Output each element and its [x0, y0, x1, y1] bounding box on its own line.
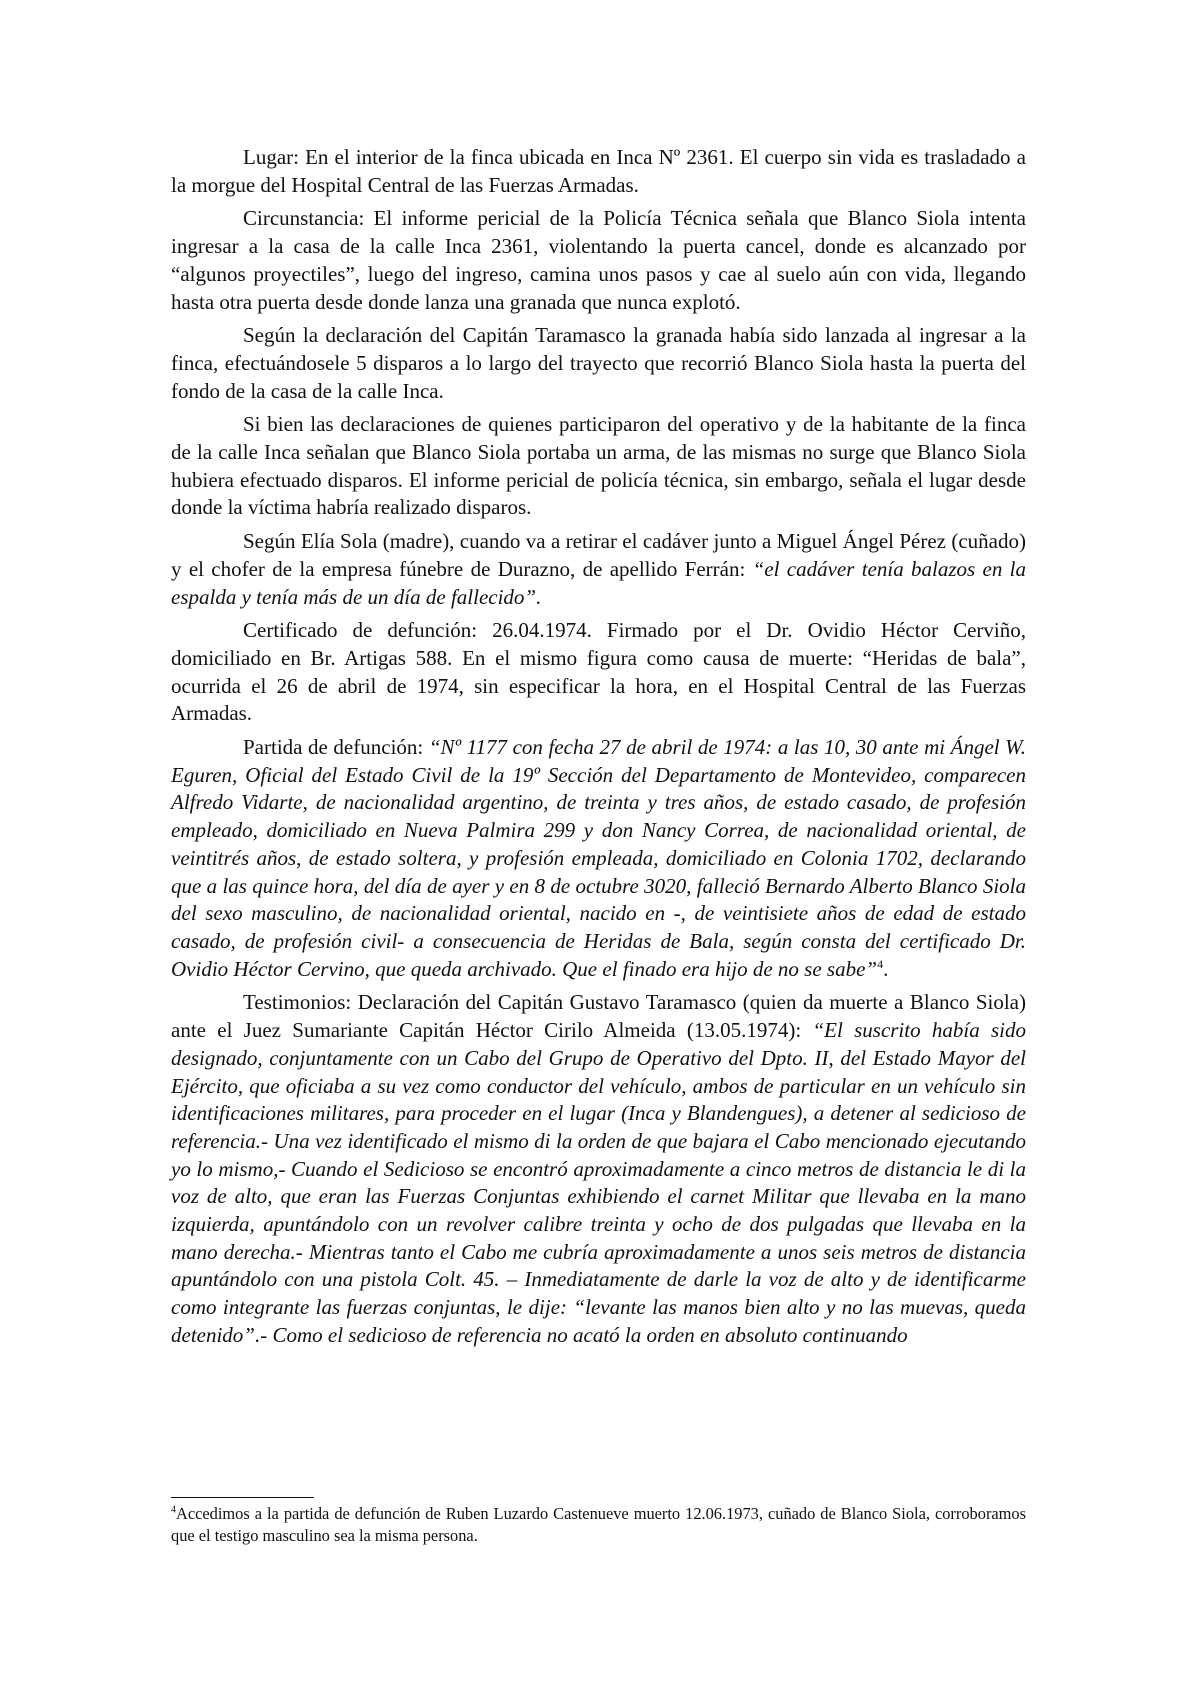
paragraph-text: Según Elía Sola (madre), cuando va a retirar el cadáver junto a Miguel Ángel Pérez (cuñado) y el chofer de la empresa fúnebre de Durazno, de apellido Ferrán:: [171, 529, 1026, 581]
footnote-text: Accedimos a la partida de defunción de Ruben Luzardo Castenueve muerto 12.06.1973, cuñado de Blanco Siola, corroboramos que el testigo masculino sea la misma persona.: [171, 1504, 1026, 1545]
quoted-text: “el cadáver tenía balazos en la espalda y tenía más de un día de fallecido”.: [171, 556, 1026, 609]
quoted-text: “El suscrito había sido designado, conjuntamente con un Cabo del Grupo de Operativo del Dpto. II, del Estado Mayor del Ejército, que oficiaba a su vez como conductor del vehículo, ambos de particular en un vehículo sin identificaciones militares, para proceder en el lugar (Inca y Blandengues), a detener al sedicioso de referencia.- Una vez identificado el mismo di la orden de que bajara el Cabo mencionado ejecutando yo lo mismo,- Cuando el Sedicioso se encontró aproximadamente a cinco metros de distancia le di la voz de alto, que eran las Fuerzas Conjuntas exhibiendo el carnet Militar que llevaba en la mano izquierda, apuntándolo con un revolver calibre treinta y ocho de dos pulgadas que llevaba en la mano derecha.- Mientras tanto el Cabo me cubría aproximadamente a unos seis metros de distancia apuntándolo con una pistola Colt. 45. – Inmediatamente de darle la voz de alto y de identificarme como integrante las fuerzas conjuntas, le dije: “levante las manos bien alto y no las muevas, queda detenido”.- Como el sedicioso de referencia no acató la orden en absoluto continuando: [171, 1018, 1026, 1347]
paragraph-certificado: [171, 617, 1026, 728]
document-body: [171, 144, 1026, 1356]
paragraph-taramasco: [171, 322, 1026, 405]
footnote-divider: [171, 1497, 314, 1498]
footnote: [171, 1503, 1026, 1546]
paragraph-partida: [171, 734, 1026, 983]
paragraph-testimonios: [171, 989, 1026, 1349]
paragraph-text: Lugar: En el interior de la finca ubicada en Inca Nº 2361. El cuerpo sin vida es trasladado a la morgue del Hospital Central de las Fuerzas Armadas.: [171, 145, 1026, 197]
paragraph-declaraciones: [171, 411, 1026, 522]
paragraph-madre: [171, 528, 1026, 611]
quoted-text: “Nº 1177 con fecha 27 de abril de 1974: a las 10, 30 ante mi Ángel W. Eguren, Oficial del Estado Civil de la 19º Sección del Departamento de Montevideo, comparecen Alfredo Vidarte, de nacionalidad argentino, de treinta y tres años, de estado casado, de profesión empleado, domiciliado en Nueva Palmira 299 y don Nancy Correa, de nacionalidad oriental, de veintitrés años, de estado soltera, y profesión empleada, domiciliado en Colonia 1702, declarando que a las quince hora, del día de ayer y en 8 de octubre 3020, falleció Bernardo Alberto Blanco Siola del sexo masculino, de nacionalidad oriental, nacido en -, de veintisiete años de edad de estado casado, de profesión civil- a consecuencia de Heridas de Bala, según consta del certificado Dr. Ovidio Héctor Cervino, que queda archivado. Que el finado era hijo de no se sabe”: [171, 735, 1027, 981]
paragraph-text: Según la declaración del Capitán Taramasco la granada había sido lanzada al ingresar a la finca, efectuándosele 5 disparos a lo largo del trayecto que recorrió Blanco Siola hasta la puerta del fondo de la casa de la calle Inca.: [171, 323, 1026, 403]
paragraph-circunstancia: [171, 205, 1026, 316]
paragraph-text: Testimonios: Declaración del Capitán Gustavo Taramasco (quien da muerte a Blanco Siola) ante el Juez Sumariante Capitán Héctor Cirilo Almeida (13.05.1974):: [171, 990, 1026, 1043]
paragraph-text: .: [883, 956, 889, 981]
paragraph-lugar: [171, 144, 1026, 199]
footnote-reference[interactable]: 4: [877, 956, 884, 971]
paragraph-text: Circunstancia: El informe pericial de la Policía Técnica señala que Blanco Siola intenta ingresar a la casa de la calle Inca 2361, violentando la puerta cancel, donde es alcanzado por “algunos proyectiles”, luego del ingreso, camina unos pasos y cae al suelo aún con vida, llegando hasta otra puerta desde donde lanza una granada que nunca explotó.: [171, 206, 1026, 314]
paragraph-text: Certificado de defunción: 26.04.1974. Firmado por el Dr. Ovidio Héctor Cerviño, domiciliado en Br. Artigas 588. En el mismo figura como causa de muerte: “Heridas de bala”, ocurrida el 26 de abril de 1974, sin especificar la hora, en el Hospital Central de las Fuerzas Armadas.: [171, 618, 1026, 726]
paragraph-text: Partida de defunción:: [243, 735, 429, 760]
paragraph-text: Si bien las declaraciones de quienes participaron del operativo y de la habitante de la finca de la calle Inca señalan que Blanco Siola portaba un arma, de las mismas no surge que Blanco Siola hubiera efectuado disparos. El informe pericial de policía técnica, sin embargo, señala el lugar desde donde la víctima habría realizado disparos.: [171, 412, 1026, 520]
footnote-number: 4: [171, 1504, 176, 1516]
